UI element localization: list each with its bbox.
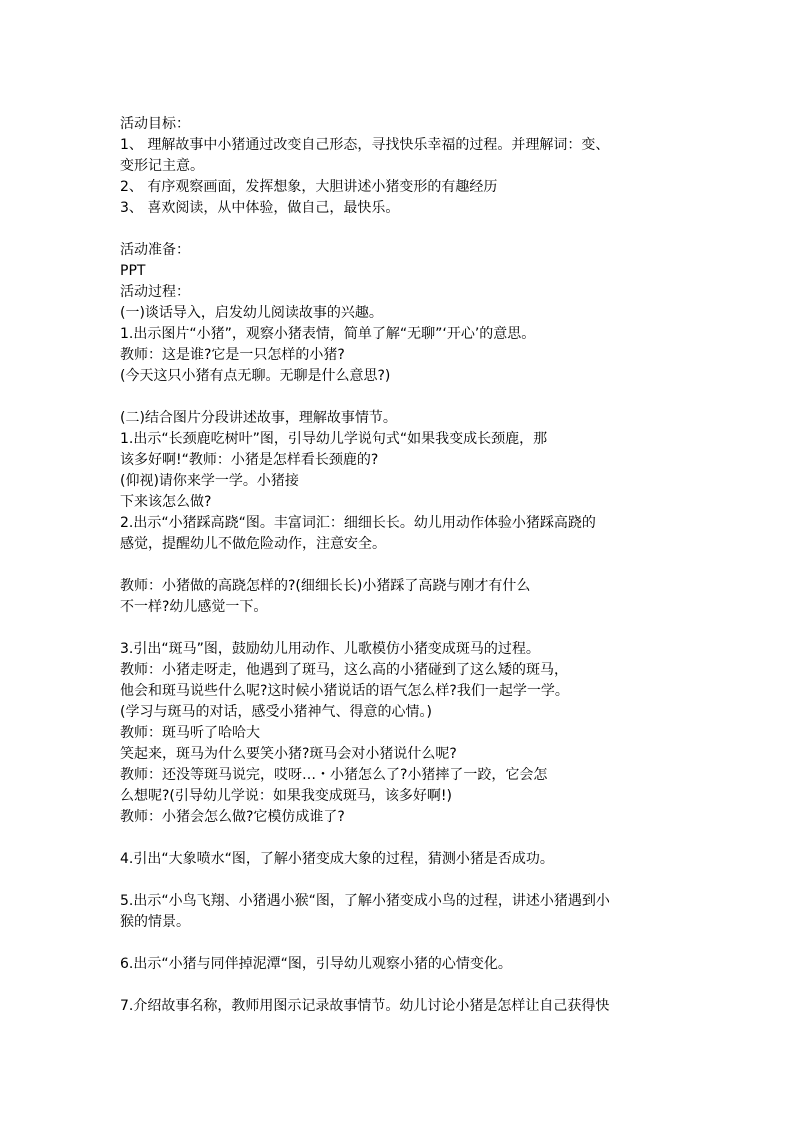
section-2-title: (二)结合图片分段讲述故事，理解故事情节。 — [120, 410, 397, 426]
goal-3: 3、 喜欢阅读，从中体验，做自己，最快乐。 — [120, 200, 400, 216]
spacer — [120, 555, 680, 576]
heading-activity-process: 活动过程： — [120, 284, 190, 300]
paragraph-line: (今天这只小猪有点无聊。无聊是什么意思?) — [120, 368, 391, 384]
spacer — [120, 387, 680, 408]
paragraph-line: 不一样?幼儿感觉一下。 — [120, 599, 268, 615]
goal-1: 1、 理解故事中小猪通过改变自己形态，寻找快乐幸福的过程。并理解词：变、 — [120, 137, 610, 153]
goal-2: 2、 有序观察画面，发挥想象，大胆讲述小猪变形的有趣经历 — [120, 179, 498, 195]
prep-ppt: PPT — [120, 263, 146, 279]
paragraph-line: 教师：小猪走呀走，他遇到了斑马，这么高的小猪碰到了这么矮的斑马， — [120, 662, 568, 678]
paragraph-line: 1.出示图片“小猪”，观察小猪表情，简单了解“无聊”‘开心’的意思。 — [120, 326, 536, 342]
goal-1-cont: 变形记主意。 — [120, 158, 204, 174]
document-body — [120, 114, 680, 1017]
paragraph-line: 5.出示“小鸟飞翔、小猪遇小猴“图，了解小猪变成小鸟的过程，讲述小猪遇到小 — [120, 893, 610, 909]
paragraph-line: 2.出示“小猪踩高跷“图。丰富词汇：细细长长。幼儿用动作体验小猪踩高跷的 — [120, 515, 596, 531]
paragraph-line: 笑起来，斑马为什么要笑小猪?斑马会对小猪说什么呢? — [120, 746, 457, 762]
spacer — [120, 219, 680, 240]
spacer — [120, 870, 680, 891]
paragraph-line: 教师：小猪做的高跷怎样的?(细细长长)小猪踩了高跷与刚才有什么 — [120, 578, 531, 594]
spacer — [120, 828, 680, 849]
paragraph-line: 下来该怎么做? — [120, 494, 212, 510]
paragraph-line: 么想呢?(引导幼儿学说：如果我变成斑马，该多好啊!) — [120, 788, 452, 804]
paragraph-line: 教师：这是谁?它是一只怎样的小猪? — [120, 347, 345, 363]
paragraph-line: 该多好啊!“教师：小猪是怎样看长颈鹿的? — [120, 452, 379, 468]
heading-activity-prep: 活动准备： — [120, 242, 190, 258]
paragraph-line: (学习与斑马的对话，感受小猪神气、得意的心情。) — [120, 704, 432, 720]
paragraph-line: 他会和斑马说些什么呢?这时候小猪说话的语气怎么样?我们一起学一学。 — [120, 683, 569, 699]
section-1-title: (一)谈话导入，启发幼儿阅读故事的兴趣。 — [120, 305, 383, 321]
paragraph-line: 感觉，提醒幼儿不做危险动作，注意安全。 — [120, 536, 386, 552]
heading-activity-goals: 活动目标： — [120, 116, 190, 132]
paragraph-line: 教师：还没等斑马说完，哎呀…・小猪怎么了?小猪摔了一跤，它会怎 — [120, 767, 548, 783]
paragraph-line: 3.引出“斑马”图，鼓励幼儿用动作、儿歌模仿小猪变成斑马的过程。 — [120, 641, 540, 657]
paragraph-line: 6.出示“小猪与同伴掉泥潭“图，引导幼儿观察小猪的心情变化。 — [120, 956, 512, 972]
paragraph-line: 教师：斑马听了哈哈大 — [120, 725, 260, 741]
paragraph-line: 猴的情景。 — [120, 914, 190, 930]
spacer — [120, 618, 680, 639]
paragraph-line: 7.介绍故事名称，教师用图示记录故事情节。幼儿讨论小猪是怎样让自己获得快 — [120, 998, 610, 1014]
paragraph-line: 4.引出“大象喷水“图，了解小猪变成大象的过程，猜测小猪是否成功。 — [120, 851, 554, 867]
spacer — [120, 975, 680, 996]
spacer — [120, 933, 680, 954]
paragraph-line: (仰视)请你来学一学。小猪接 — [120, 473, 299, 489]
paragraph-line: 1.出示“长颈鹿吃树叶”图，引导幼儿学说句式“如果我变成长颈鹿，那 — [120, 431, 548, 447]
paragraph-line: 教师：小猪会怎么做?它模仿成谁了? — [120, 809, 345, 825]
